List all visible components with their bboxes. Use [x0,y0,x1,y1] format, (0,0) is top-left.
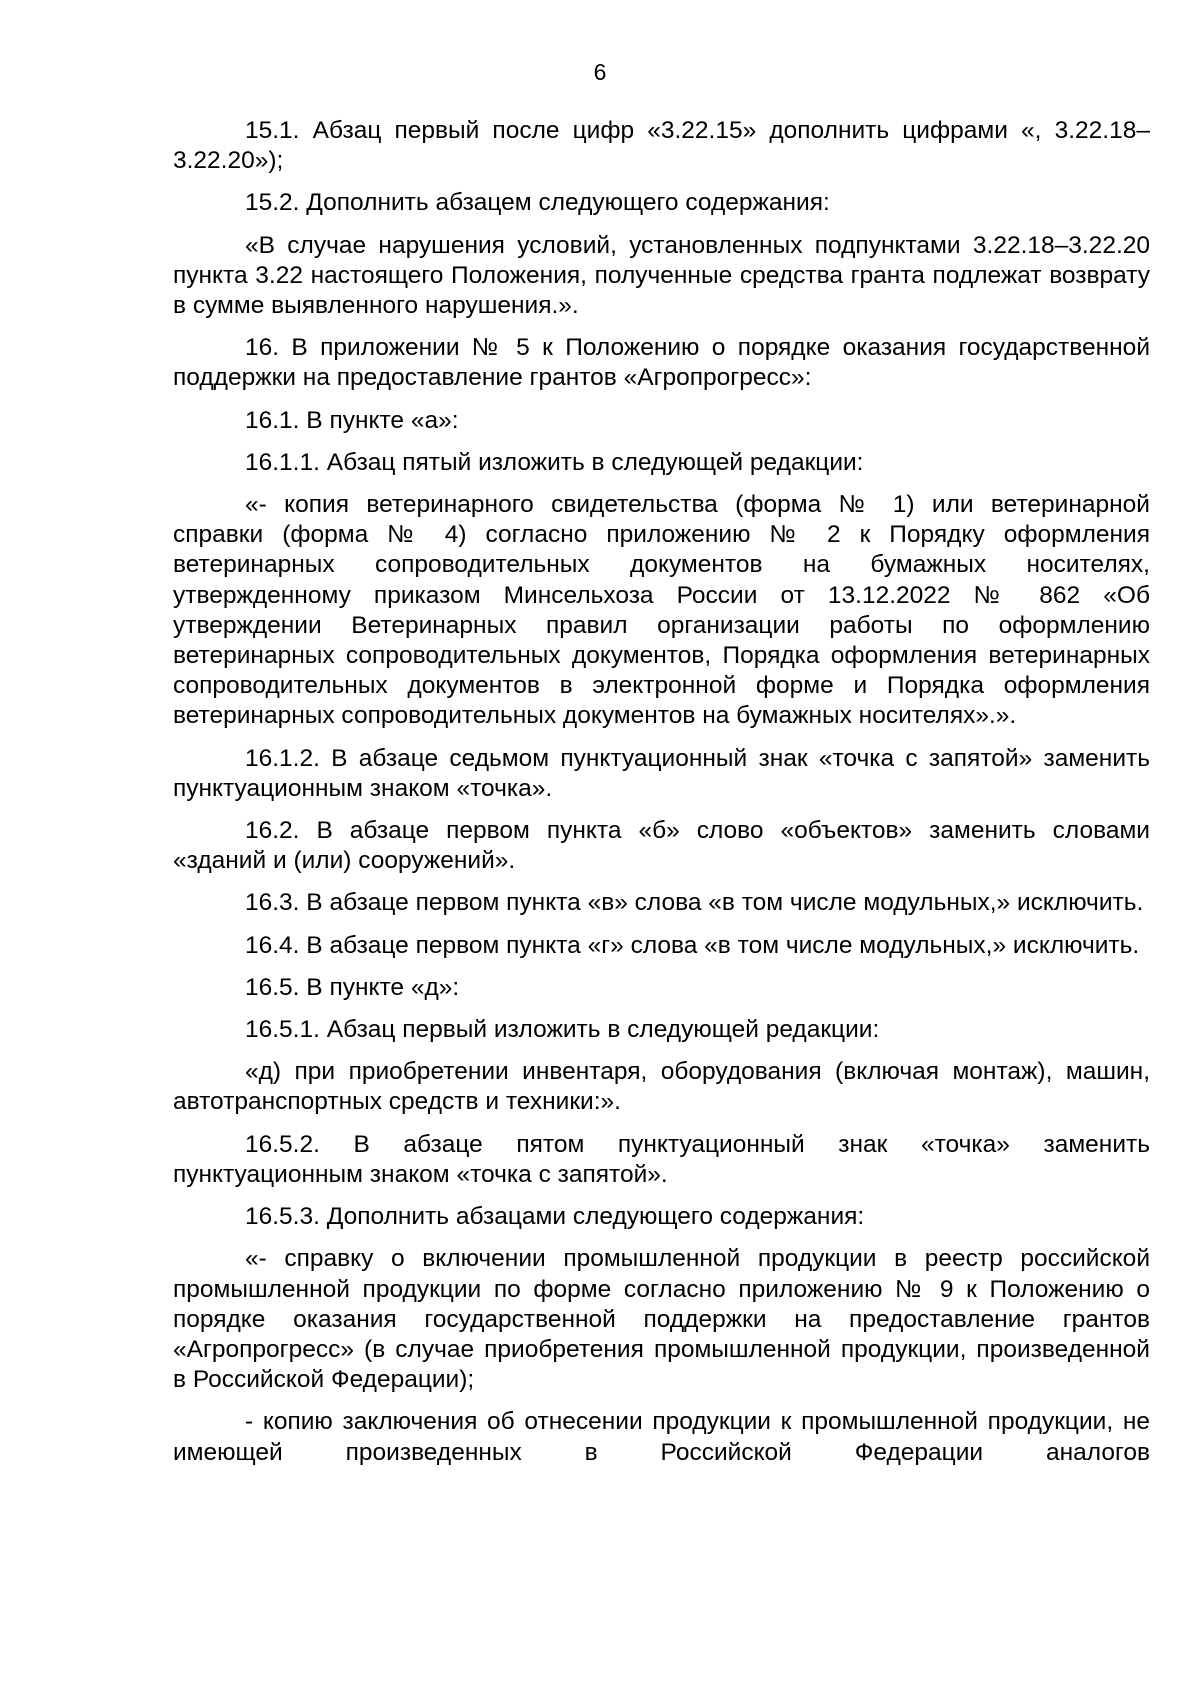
paragraph-16-1: 16.1. В пункте «а»: [245,406,459,434]
paragraph-15-1: 15.1. Абзац первый после цифр «3.22.15» дополнить цифрами «, 3.22.18–3.22.20»); [173,117,1150,175]
paragraph-16-5-3-quote-2: - копию заключения об отнесении продукции к промышленной продукции, не имеющей произведенных в Российской Федерации аналогов [173,1408,1150,1466]
paragraph-16-5-1: 16.5.1. Абзац первый изложить в следующей редакции: [245,1016,880,1044]
paragraph-16-5: 16.5. В пункте «д»: [245,973,460,1001]
paragraph-16-5-3: 16.5.3. Дополнить абзацами следующего содержания: [245,1203,865,1231]
paragraph-16-5-2: 16.5.2. В абзаце пятом пунктуационный знак «точка» заменить пунктуационным знаком «точка с запятой». [173,1130,1150,1188]
paragraph-16: 16. В приложении № 5 к Положению о порядке оказания государственной поддержки на предоставление грантов «Агропрогресс»: [173,334,1150,392]
paragraph-16-1-1-quote: «- копия ветеринарного свидетельства (форма № 1) или ветеринарной справки (форма № 4) согласно приложению № 2 к Порядку оформления ветеринарных сопроводительных документов на бумажных носителях, утвержденному приказом Минсельхоза России от 13.12.2022 № 862 «Об утверждении Ветеринарных правил организации работы по оформлению ветеринарных сопроводительных документов, Порядка оформления ветеринарных сопроводительных документов в электронной форме и Порядка оформления ветеринарных сопроводительных документов на бумажных носителях».». [173,491,1150,730]
page-number: 6 [593,59,607,85]
paragraph-16-4: 16.4. В абзаце первом пункта «г» слова «в том числе модульных,» исключить. [245,931,1140,959]
paragraph-16-1-2: 16.1.2. В абзаце седьмом пунктуационный знак «точка с запятой» заменить пунктуационным знаком «точка». [173,744,1150,802]
paragraph-16-5-3-quote-1: «- справку о включении промышленной продукции в реестр российской промышленной продукции по форме согласно приложению № 9 к Положению о порядке оказания государственной поддержки на предоставление грантов «Агропрогресс» (в случае приобретения промышленной продукции, произведенной в Российской Федерации); [173,1245,1150,1394]
paragraph-16-3: 16.3. В абзаце первом пункта «в» слова «в том числе модульных,» исключить. [245,889,1144,917]
paragraph-16-2: 16.2. В абзаце первом пункта «б» слово «объектов» заменить словами «зданий и (или) сооружений». [173,817,1150,875]
paragraph-16-1-1: 16.1.1. Абзац пятый изложить в следующей редакции: [245,448,864,476]
document-body [173,116,1150,1468]
paragraph-15-2: 15.2. Дополнить абзацем следующего содержания: [245,189,830,217]
paragraph-15-2-quote: «В случае нарушения условий, установленных подпунктами 3.22.18–3.22.20 пункта 3.22 настоящего Положения, полученные средства гранта подлежат возврату в сумме выявленного нарушения.». [173,231,1150,320]
paragraph-16-5-1-quote: «д) при приобретении инвентаря, оборудования (включая монтаж), машин, автотранспортных средств и техники:». [173,1058,1150,1116]
